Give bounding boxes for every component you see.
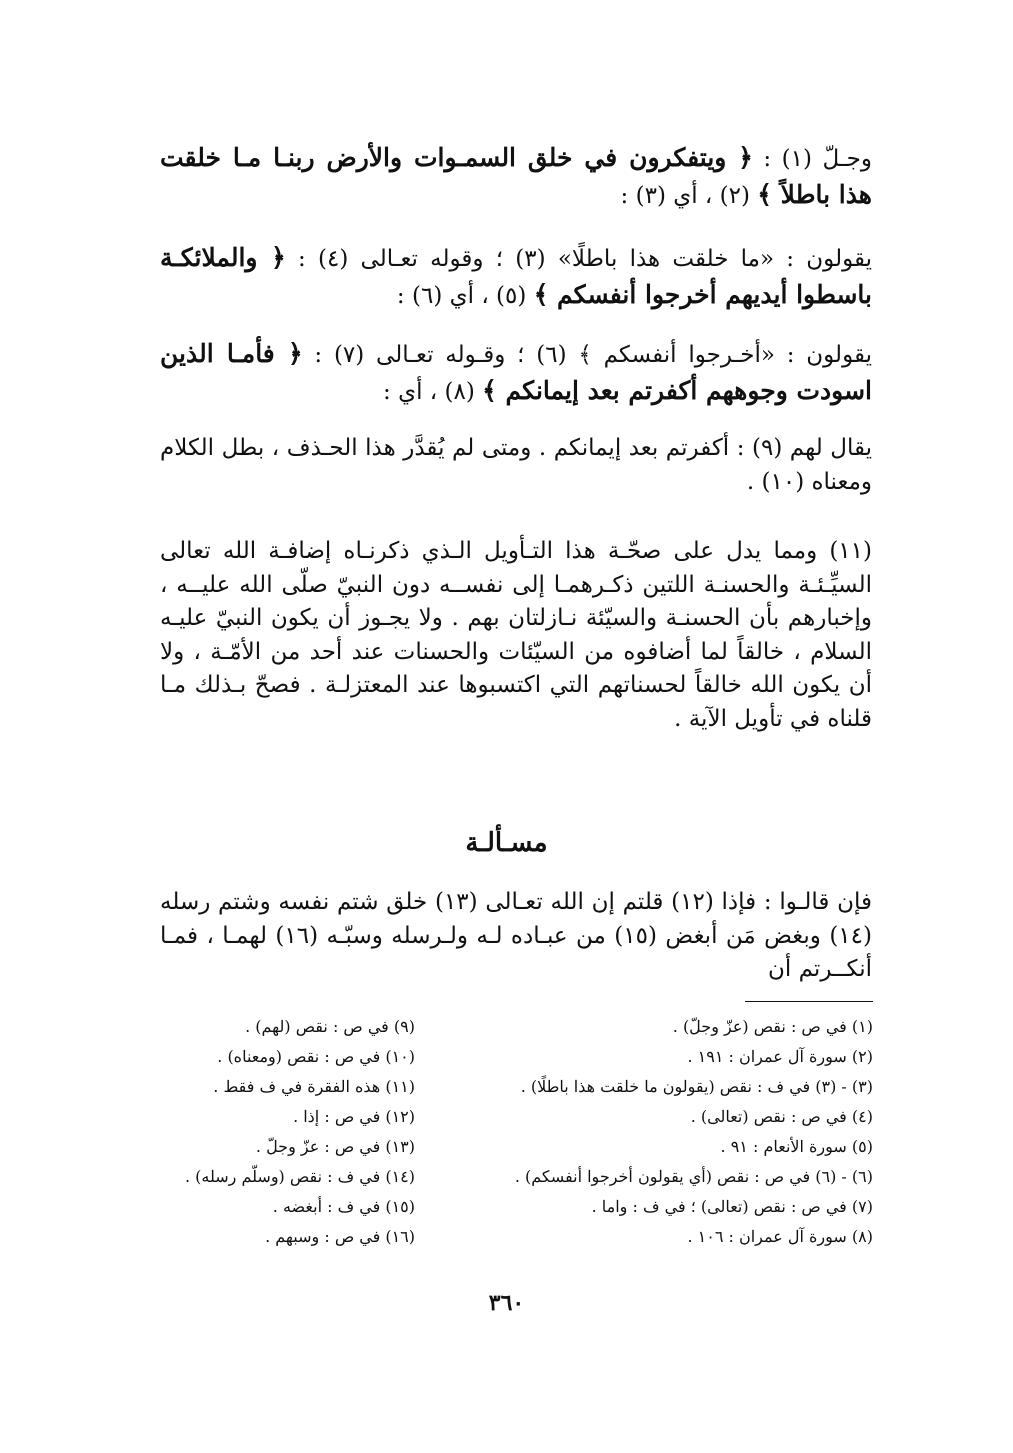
footnote-9: (٩) في ص : نقص (لهم) . (245, 1017, 415, 1036)
footnote-2: (٢) سورة آل عمران : ١٩١ . (687, 1047, 873, 1066)
footnote-10: (١٠) في ص : نقص (ومعناه) . (217, 1047, 415, 1066)
quran-verse-1: ﴿ ويتفكرون في خلق السمـوات والأرض ربنـا مـا خلقت هذا باطلاً ﴾ (160, 143, 872, 209)
paragraph-2-intro: يقولون : «ما خلقت هذا باطلًا» (٣) ؛ وقوله تعـالى (٤) : (285, 246, 872, 272)
footnote-11: (١١) هذه الفقرة في ف فقط . (213, 1077, 415, 1096)
page-number: ٣٦٠ (488, 1290, 525, 1316)
paragraph-3-intro: يقولون : «أخـرجوا أنفسكم ﴾ (٦) ؛ وقـوله تعـالى (٧) : (302, 342, 872, 368)
footnote-4: (٤) في ص : نقص (تعالى) . (690, 1107, 873, 1126)
paragraph-6: فإن قالـوا : فإذا (١٢) قلتم إن الله تعـالى (١٣) خلق شتم نفسه وشتم رسله (١٤) وبغض مَن أبغض (١٥) من عبـاده لـه ولـرسله وسبّـه (١٦) لهمـا ، فمـا أنكــرتم أن (160, 889, 872, 983)
paragraph-3 (160, 336, 872, 409)
paragraph-1-intro: وجـلّ (١) : (752, 146, 872, 172)
footnote-16: (١٦) في ص : وسبهم . (265, 1227, 415, 1246)
footnote-8: (٨) سورة آل عمران : ١٠٦ . (687, 1227, 873, 1246)
footnote-14: (١٤) في ف : نقص (وسلّم رسله) . (184, 1167, 415, 1186)
paragraph-4: يقال لهم (٩) : أكفرتم بعد إيمانكم . ومتى لم يُقدَّر هذا الحـذف ، بطل الكلام ومعناه (١٠) . (160, 435, 872, 495)
quran-verse-2: ﴿ والملائكـة باسطوا أيديهم أخرجوا أنفسكم ﴾ (160, 243, 872, 309)
footnote-13: (١٣) في ص : عزّ وجلّ . (255, 1137, 415, 1156)
footnotes-right-column (473, 1012, 873, 1252)
paragraph-1-tail: (٢) ، أي (٣) : (620, 182, 758, 209)
footnote-15: (١٥) في ف : أبغضه . (272, 1197, 415, 1216)
section-heading: مسـألـة (465, 828, 548, 858)
paragraph-1 (160, 140, 872, 213)
quran-verse-3: ﴿ فأمـا الذين اسودت وجوههم أكفرتم بعد إيمانكم ﴾ (160, 339, 872, 405)
footnote-6: (٦) - (٦) في ص : نقص (أي يقولون أخرجوا أنفسكم) . (514, 1167, 873, 1186)
footnote-separator (745, 1001, 873, 1002)
footnote-7: (٧) في ص : نقص (تعالى) ؛ في ف : واما . (591, 1197, 873, 1216)
paragraph-2-tail: (٥) ، أي (٦) : (396, 282, 534, 309)
footnote-1: (١) في ص : نقص (عزّ وجلّ) . (672, 1017, 873, 1036)
footnotes-left-column (135, 1012, 415, 1252)
paragraph-2 (160, 240, 872, 313)
paragraph-5: (١١) ومما يدل على صحّـة هذا التـأويل الـذي ذكرنـاه إضافـة الله تعالى السيِّـئـة والحسنـة اللتين ذكـرهمـا إلى نفســه دون النبيّ صلّى الله عليــه ، وإخبارهم بأن الحسنـة والسيّئة نـازلتان بهم . ولا يجـوز أن يكون النبيّ عليـه السلام ، خالقاً لما أضافوه من السيّئات والحسنات عند أحد من الأمّـة ، ولا أن يكون الله خالقاً لحسناتهم التي اكتسبوها عند المعتزلـة . فصحّ بـذلك مـا قلناه في تأويل الآية . (160, 538, 872, 732)
footnote-5: (٥) سورة الأنعام : ٩١ . (720, 1137, 873, 1156)
footnote-3: (٣) - (٣) في ف : نقص (يقولون ما خلقت هذا باطلًا) . (520, 1077, 873, 1096)
paragraph-3-tail: (٨) ، أي : (383, 378, 483, 405)
footnote-12: (١٢) في ص : إذا . (293, 1107, 415, 1126)
